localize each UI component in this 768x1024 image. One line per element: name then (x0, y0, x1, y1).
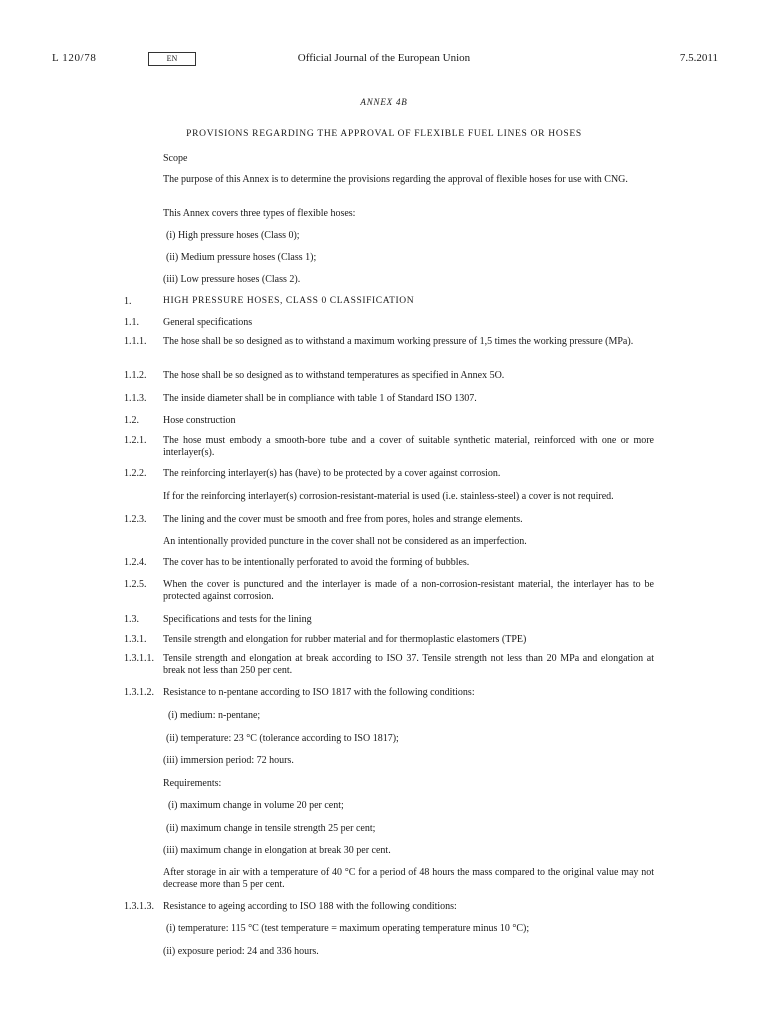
section-heading: Hose construction (163, 415, 236, 426)
section-text: The inside diameter shall be in compliance with table 1 of Standard ISO 1307. (163, 393, 477, 404)
list-item: (ii) exposure period: 24 and 336 hours. (163, 946, 319, 957)
section-text: The reinforcing interlayer(s) has (have) to be protected by a cover against corrosion. (163, 468, 501, 479)
section-number: 1.1. (124, 317, 139, 328)
list-item: (i) temperature: 115 °C (test temperature = maximum operating temperature minus 10 °C); (166, 923, 530, 934)
annex-label: ANNEX 4B (360, 97, 408, 107)
section-text: The hose must embody a smooth-bore tube and a cover of suitable synthetic material, reinforced with one or more interlayer(s). (163, 435, 654, 458)
section-number: 1.2. (124, 415, 139, 426)
list-item: (ii) Medium pressure hoses (Class 1); (166, 252, 317, 263)
section-number: 1.3. (124, 614, 139, 625)
list-item: (ii) temperature: 23 °C (tolerance according to ISO 1817); (166, 733, 399, 744)
section-heading: Specifications and tests for the lining (163, 614, 312, 625)
section-text: An intentionally provided puncture in the cover shall not be considered as an imperfection. (163, 536, 527, 547)
section-number: 1.2.3. (124, 514, 147, 525)
section-text: The hose shall be so designed as to withstand a maximum working pressure of 1,5 times the working pressure (MPa). (163, 336, 634, 347)
section-text: Resistance to n-pentane according to ISO 1817 with the following conditions: (163, 687, 475, 698)
list-item: (iii) immersion period: 72 hours. (163, 755, 294, 766)
language-badge: EN (148, 52, 196, 66)
document-title: PROVISIONS REGARDING THE APPROVAL OF FLEXIBLE FUEL LINES OR HOSES (186, 129, 582, 139)
section-number: 1.2.1. (124, 435, 147, 446)
section-number: 1.3.1.2. (124, 687, 154, 698)
list-item: (i) maximum change in volume 20 per cent; (168, 800, 344, 811)
list-item: (i) medium: n-pentane; (168, 710, 261, 721)
section-text: The cover has to be intentionally perforated to avoid the forming of bubbles. (163, 557, 470, 568)
section-text: The hose shall be so designed as to withstand temperatures as specified in Annex 5O. (163, 370, 505, 381)
section-number: 1.3.1.1. (124, 653, 154, 664)
page-reference: L 120/78 (52, 52, 97, 64)
section-number: 1. (124, 296, 132, 307)
section-text: The lining and the cover must be smooth and free from pores, holes and strange elements. (163, 514, 523, 525)
section-heading: HIGH PRESSURE HOSES, CLASS 0 CLASSIFICATION (163, 296, 415, 306)
section-text: If for the reinforcing interlayer(s) corrosion-resistant-material is used (i.e. stainless-steel) a cover is not required. (163, 491, 614, 502)
page-header (0, 52, 768, 68)
section-number: 1.1.3. (124, 393, 147, 404)
section-heading: General specifications (163, 317, 253, 328)
scope-heading: Scope (163, 153, 188, 164)
section-number: 1.3.1. (124, 634, 147, 645)
publication-date: 7.5.2011 (679, 52, 718, 64)
section-number: 1.1.1. (124, 336, 147, 347)
section-number: 1.1.2. (124, 370, 147, 381)
journal-title: Official Journal of the European Union (297, 52, 471, 64)
section-heading: Tensile strength and elongation for rubber material and for thermoplastic elastomers (TPE) (163, 634, 527, 645)
section-text: Tensile strength and elongation at break according to ISO 37. Tensile strength not less than 20 MPa and elongation at break not less than 250 per cent. (163, 653, 654, 676)
section-text: After storage in air with a temperature of 40 °C for a period of 48 hours the mass compared to the original value may not decrease more than 5 per cent. (163, 867, 654, 890)
list-item: (ii) maximum change in tensile strength 25 per cent; (166, 823, 376, 834)
list-item: (i) High pressure hoses (Class 0); (166, 230, 300, 241)
section-number: 1.2.4. (124, 557, 147, 568)
list-item: (iii) maximum change in elongation at break 30 per cent. (163, 845, 391, 856)
section-text: When the cover is punctured and the interlayer is made of a non-corrosion-resistant material, the interlayer has to be protected against corrosion. (163, 579, 654, 602)
section-text: Resistance to ageing according to ISO 188 with the following conditions: (163, 901, 457, 912)
list-item: (iii) Low pressure hoses (Class 2). (163, 274, 301, 285)
section-number: 1.2.2. (124, 468, 147, 479)
scope-paragraph: The purpose of this Annex is to determine the provisions regarding the approval of flexible hoses for use with CNG. (163, 174, 628, 185)
section-number: 1.2.5. (124, 579, 147, 590)
section-number: 1.3.1.3. (124, 901, 154, 912)
scope-paragraph-types: This Annex covers three types of flexible hoses: (163, 208, 356, 219)
requirements-label: Requirements: (163, 778, 222, 789)
